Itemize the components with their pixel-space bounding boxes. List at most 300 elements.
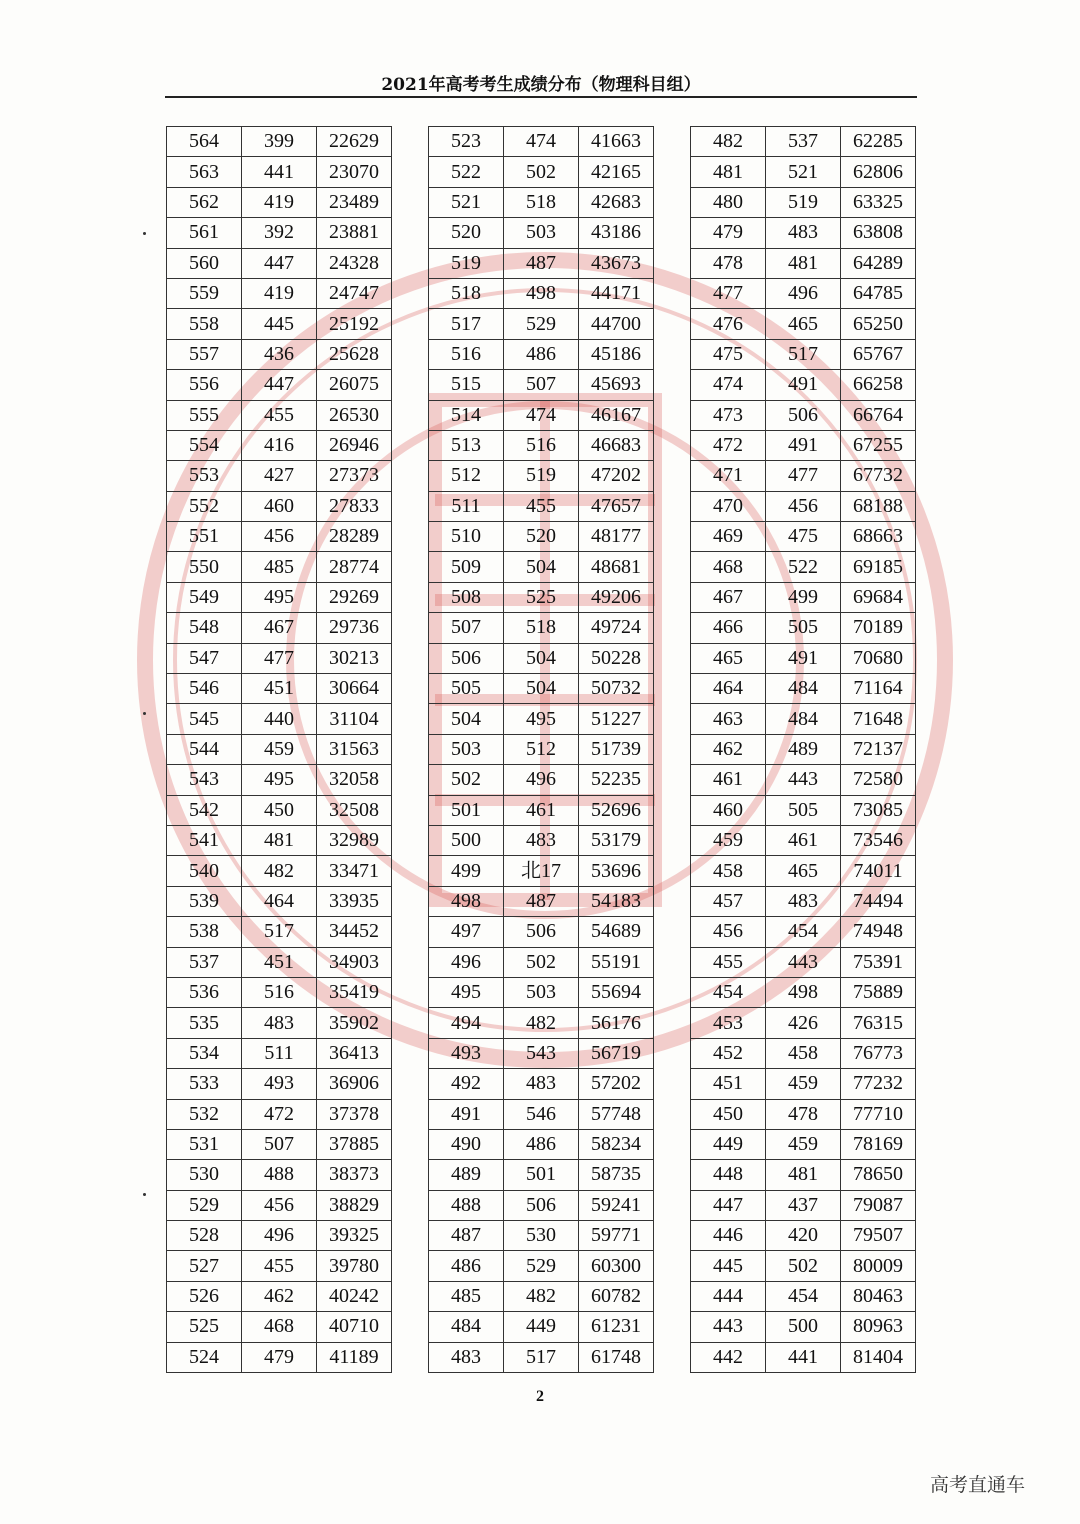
count-cell: 482 <box>242 856 317 886</box>
score-table-1 <box>166 126 392 1373</box>
score-cell: 491 <box>429 1099 504 1129</box>
cumulative-cell: 51227 <box>579 704 654 734</box>
score-cell: 446 <box>691 1221 766 1251</box>
count-cell: 493 <box>242 1069 317 1099</box>
table-row <box>429 947 654 977</box>
page-number: 2 <box>536 1388 544 1405</box>
table-row <box>429 248 654 278</box>
count-cell: 441 <box>766 1342 841 1372</box>
count-cell: 506 <box>766 400 841 430</box>
count-cell: 454 <box>766 917 841 947</box>
cumulative-cell: 70680 <box>841 643 916 673</box>
table-row <box>691 1069 916 1099</box>
score-cell: 447 <box>691 1190 766 1220</box>
count-cell: 543 <box>504 1038 579 1068</box>
table-row <box>429 1251 654 1281</box>
cumulative-cell: 68188 <box>841 491 916 521</box>
table-row <box>429 795 654 825</box>
score-cell: 500 <box>429 825 504 855</box>
score-cell: 497 <box>429 917 504 947</box>
table-row <box>429 1342 654 1372</box>
score-cell: 458 <box>691 856 766 886</box>
cumulative-cell: 28774 <box>317 552 392 582</box>
table-row <box>691 734 916 764</box>
table-row <box>429 339 654 369</box>
count-cell: 486 <box>504 339 579 369</box>
count-cell: 502 <box>766 1251 841 1281</box>
cumulative-cell: 34452 <box>317 917 392 947</box>
table-row <box>167 1312 392 1342</box>
table-row <box>429 309 654 339</box>
cumulative-cell: 32989 <box>317 825 392 855</box>
score-cell: 514 <box>429 400 504 430</box>
table-row <box>429 1312 654 1342</box>
table-row <box>167 825 392 855</box>
score-cell: 459 <box>691 825 766 855</box>
table-row <box>429 461 654 491</box>
count-cell: 483 <box>242 1008 317 1038</box>
cumulative-cell: 76773 <box>841 1038 916 1068</box>
score-cell: 509 <box>429 552 504 582</box>
score-cell: 533 <box>167 1069 242 1099</box>
count-cell: 491 <box>766 430 841 460</box>
score-cell: 450 <box>691 1099 766 1129</box>
count-cell: 474 <box>504 127 579 157</box>
score-cell: 478 <box>691 248 766 278</box>
score-cell: 522 <box>429 157 504 187</box>
count-cell: 468 <box>242 1312 317 1342</box>
cumulative-cell: 38373 <box>317 1160 392 1190</box>
score-cell: 507 <box>429 613 504 643</box>
table-row <box>167 765 392 795</box>
table-row <box>167 613 392 643</box>
count-cell: 504 <box>504 674 579 704</box>
count-cell: 479 <box>242 1342 317 1372</box>
score-table-3 <box>690 126 916 1373</box>
score-cell: 536 <box>167 977 242 1007</box>
score-cell: 505 <box>429 674 504 704</box>
score-cell: 559 <box>167 278 242 308</box>
table-row <box>691 1160 916 1190</box>
count-cell: 501 <box>504 1160 579 1190</box>
table-row <box>167 461 392 491</box>
cumulative-cell: 48177 <box>579 522 654 552</box>
table-row <box>167 917 392 947</box>
table-row <box>167 430 392 460</box>
table-row <box>429 856 654 886</box>
table-row <box>691 522 916 552</box>
count-cell: 419 <box>242 187 317 217</box>
cumulative-cell: 81404 <box>841 1342 916 1372</box>
header-divider <box>165 96 917 98</box>
score-cell: 452 <box>691 1038 766 1068</box>
cumulative-cell: 69185 <box>841 552 916 582</box>
count-cell: 504 <box>504 552 579 582</box>
table-row <box>167 370 392 400</box>
count-cell: 517 <box>766 339 841 369</box>
count-cell: 458 <box>766 1038 841 1068</box>
cumulative-cell: 23881 <box>317 218 392 248</box>
table-row <box>429 400 654 430</box>
score-cell: 544 <box>167 734 242 764</box>
count-cell: 477 <box>766 461 841 491</box>
table-row <box>691 795 916 825</box>
count-cell: 483 <box>504 825 579 855</box>
cumulative-cell: 71164 <box>841 674 916 704</box>
table-row <box>167 1190 392 1220</box>
count-cell: 495 <box>504 704 579 734</box>
cumulative-cell: 41189 <box>317 1342 392 1372</box>
table-row <box>429 704 654 734</box>
count-cell: 481 <box>766 248 841 278</box>
cumulative-cell: 53179 <box>579 825 654 855</box>
count-cell: 507 <box>242 1129 317 1159</box>
score-cell: 503 <box>429 734 504 764</box>
table-row <box>429 765 654 795</box>
score-cell: 481 <box>691 157 766 187</box>
cumulative-cell: 58234 <box>579 1129 654 1159</box>
table-row <box>167 491 392 521</box>
count-cell: 459 <box>766 1069 841 1099</box>
count-cell: 420 <box>766 1221 841 1251</box>
cumulative-cell: 80463 <box>841 1281 916 1311</box>
table-row <box>691 1312 916 1342</box>
count-cell: 521 <box>766 157 841 187</box>
table-row <box>429 1038 654 1068</box>
cumulative-cell: 80009 <box>841 1251 916 1281</box>
table-row <box>429 1160 654 1190</box>
score-cell: 453 <box>691 1008 766 1038</box>
count-cell: 495 <box>242 765 317 795</box>
count-cell: 483 <box>766 886 841 916</box>
table-row <box>691 765 916 795</box>
score-cell: 528 <box>167 1221 242 1251</box>
table-row <box>167 400 392 430</box>
count-cell: 455 <box>242 400 317 430</box>
score-cell: 501 <box>429 795 504 825</box>
score-cell: 524 <box>167 1342 242 1372</box>
cumulative-cell: 45693 <box>579 370 654 400</box>
cumulative-cell: 51739 <box>579 734 654 764</box>
cumulative-cell: 50228 <box>579 643 654 673</box>
score-cell: 457 <box>691 886 766 916</box>
score-cell: 489 <box>429 1160 504 1190</box>
score-cell: 476 <box>691 309 766 339</box>
cumulative-cell: 50732 <box>579 674 654 704</box>
table-row <box>691 248 916 278</box>
count-cell: 502 <box>504 157 579 187</box>
score-cell: 495 <box>429 977 504 1007</box>
table-row <box>691 370 916 400</box>
score-cell: 512 <box>429 461 504 491</box>
score-cell: 455 <box>691 947 766 977</box>
cumulative-cell: 60300 <box>579 1251 654 1281</box>
count-cell: 520 <box>504 522 579 552</box>
cumulative-cell: 39780 <box>317 1251 392 1281</box>
cumulative-cell: 63325 <box>841 187 916 217</box>
count-cell: 465 <box>766 856 841 886</box>
table-row <box>429 825 654 855</box>
count-cell: 519 <box>766 187 841 217</box>
cumulative-cell: 71648 <box>841 704 916 734</box>
cumulative-cell: 37378 <box>317 1099 392 1129</box>
score-cell: 484 <box>429 1312 504 1342</box>
score-cell: 554 <box>167 430 242 460</box>
score-cell: 511 <box>429 491 504 521</box>
count-cell: 518 <box>504 613 579 643</box>
cumulative-cell: 59771 <box>579 1221 654 1251</box>
table-row <box>691 704 916 734</box>
score-cell: 467 <box>691 582 766 612</box>
table-row <box>167 1281 392 1311</box>
table-row <box>691 1008 916 1038</box>
score-cell: 530 <box>167 1160 242 1190</box>
table-row <box>167 218 392 248</box>
score-cell: 543 <box>167 765 242 795</box>
cumulative-cell: 78169 <box>841 1129 916 1159</box>
score-cell: 519 <box>429 248 504 278</box>
count-cell: 399 <box>242 127 317 157</box>
count-cell: 522 <box>766 552 841 582</box>
score-cell: 520 <box>429 218 504 248</box>
count-cell: 477 <box>242 643 317 673</box>
cumulative-cell: 39325 <box>317 1221 392 1251</box>
table-row <box>429 127 654 157</box>
count-cell: 491 <box>766 370 841 400</box>
table-row <box>167 127 392 157</box>
score-cell: 456 <box>691 917 766 947</box>
cumulative-cell: 53696 <box>579 856 654 886</box>
score-cell: 510 <box>429 522 504 552</box>
table-row <box>167 278 392 308</box>
count-cell: 392 <box>242 218 317 248</box>
count-cell: 502 <box>504 947 579 977</box>
cumulative-cell: 24747 <box>317 278 392 308</box>
score-cell: 540 <box>167 856 242 886</box>
cumulative-cell: 49724 <box>579 613 654 643</box>
table-row <box>167 248 392 278</box>
score-cell: 490 <box>429 1129 504 1159</box>
cumulative-cell: 25192 <box>317 309 392 339</box>
table-row <box>167 1160 392 1190</box>
count-cell: 499 <box>766 582 841 612</box>
table-row <box>167 522 392 552</box>
count-cell: 517 <box>504 1342 579 1372</box>
table-row <box>691 1190 916 1220</box>
cumulative-cell: 42165 <box>579 157 654 187</box>
cumulative-cell: 75391 <box>841 947 916 977</box>
count-cell: 443 <box>766 765 841 795</box>
cumulative-cell: 66258 <box>841 370 916 400</box>
score-cell: 493 <box>429 1038 504 1068</box>
cumulative-cell: 64785 <box>841 278 916 308</box>
table-row <box>429 278 654 308</box>
cumulative-cell: 73085 <box>841 795 916 825</box>
count-cell: 447 <box>242 248 317 278</box>
score-cell: 534 <box>167 1038 242 1068</box>
table-row <box>691 886 916 916</box>
score-cell: 445 <box>691 1251 766 1281</box>
table-row <box>167 582 392 612</box>
score-cell: 546 <box>167 674 242 704</box>
table-row <box>429 1099 654 1129</box>
table-row <box>429 1129 654 1159</box>
table-row <box>429 1281 654 1311</box>
cumulative-cell: 33935 <box>317 886 392 916</box>
count-cell: 450 <box>242 795 317 825</box>
cumulative-cell: 54183 <box>579 886 654 916</box>
cumulative-cell: 67732 <box>841 461 916 491</box>
count-cell: 464 <box>242 886 317 916</box>
cumulative-cell: 59241 <box>579 1190 654 1220</box>
count-cell: 北17 <box>504 856 579 886</box>
cumulative-cell: 79087 <box>841 1190 916 1220</box>
score-cell: 537 <box>167 947 242 977</box>
count-cell: 498 <box>504 278 579 308</box>
table-row <box>429 674 654 704</box>
score-cell: 532 <box>167 1099 242 1129</box>
score-cell: 525 <box>167 1312 242 1342</box>
count-cell: 461 <box>766 825 841 855</box>
score-cell: 486 <box>429 1251 504 1281</box>
count-cell: 485 <box>242 552 317 582</box>
cumulative-cell: 35902 <box>317 1008 392 1038</box>
count-cell: 462 <box>242 1281 317 1311</box>
cumulative-cell: 55191 <box>579 947 654 977</box>
score-cell: 469 <box>691 522 766 552</box>
score-cell: 442 <box>691 1342 766 1372</box>
cumulative-cell: 22629 <box>317 127 392 157</box>
count-cell: 483 <box>504 1069 579 1099</box>
count-cell: 460 <box>242 491 317 521</box>
cumulative-cell: 54689 <box>579 917 654 947</box>
table-row <box>429 430 654 460</box>
score-cell: 553 <box>167 461 242 491</box>
table-row <box>691 1038 916 1068</box>
cumulative-cell: 42683 <box>579 187 654 217</box>
count-cell: 507 <box>504 370 579 400</box>
cumulative-cell: 77710 <box>841 1099 916 1129</box>
count-cell: 437 <box>766 1190 841 1220</box>
score-cell: 448 <box>691 1160 766 1190</box>
table-row <box>691 1099 916 1129</box>
score-cell: 471 <box>691 461 766 491</box>
cumulative-cell: 73546 <box>841 825 916 855</box>
cumulative-cell: 47657 <box>579 491 654 521</box>
count-cell: 416 <box>242 430 317 460</box>
cumulative-cell: 75889 <box>841 977 916 1007</box>
page-header-title: 2021年高考考生成绩分布（物理科目组） <box>381 75 701 95</box>
cumulative-cell: 36906 <box>317 1069 392 1099</box>
table-row <box>691 309 916 339</box>
score-cell: 463 <box>691 704 766 734</box>
score-cell: 535 <box>167 1008 242 1038</box>
table-row <box>429 582 654 612</box>
count-cell: 496 <box>242 1221 317 1251</box>
table-row <box>691 856 916 886</box>
score-cell: 468 <box>691 552 766 582</box>
cumulative-cell: 61231 <box>579 1312 654 1342</box>
table-row <box>167 339 392 369</box>
cumulative-cell: 26075 <box>317 370 392 400</box>
table-row <box>167 856 392 886</box>
count-cell: 500 <box>766 1312 841 1342</box>
table-row <box>691 278 916 308</box>
score-cell: 482 <box>691 127 766 157</box>
count-cell: 455 <box>504 491 579 521</box>
cumulative-cell: 41663 <box>579 127 654 157</box>
count-cell: 454 <box>766 1281 841 1311</box>
cumulative-cell: 32508 <box>317 795 392 825</box>
table-row <box>691 157 916 187</box>
table-row <box>167 977 392 1007</box>
cumulative-cell: 60782 <box>579 1281 654 1311</box>
score-cell: 548 <box>167 613 242 643</box>
cumulative-cell: 76315 <box>841 1008 916 1038</box>
count-cell: 505 <box>766 795 841 825</box>
score-cell: 480 <box>691 187 766 217</box>
cumulative-cell: 52235 <box>579 765 654 795</box>
cumulative-cell: 33471 <box>317 856 392 886</box>
score-cell: 451 <box>691 1069 766 1099</box>
score-cell: 470 <box>691 491 766 521</box>
count-cell: 482 <box>504 1008 579 1038</box>
cumulative-cell: 62285 <box>841 127 916 157</box>
count-cell: 451 <box>242 947 317 977</box>
count-cell: 445 <box>242 309 317 339</box>
table-row <box>167 157 392 187</box>
cumulative-cell: 78650 <box>841 1160 916 1190</box>
count-cell: 511 <box>242 1038 317 1068</box>
cumulative-cell: 38829 <box>317 1190 392 1220</box>
count-cell: 482 <box>504 1281 579 1311</box>
table-row <box>167 1251 392 1281</box>
count-cell: 512 <box>504 734 579 764</box>
table-row <box>167 674 392 704</box>
count-cell: 518 <box>504 187 579 217</box>
count-cell: 495 <box>242 582 317 612</box>
score-cell: 499 <box>429 856 504 886</box>
score-cell: 527 <box>167 1251 242 1281</box>
score-cell: 552 <box>167 491 242 521</box>
table-row <box>429 157 654 187</box>
table-row <box>691 1251 916 1281</box>
cumulative-cell: 57748 <box>579 1099 654 1129</box>
count-cell: 496 <box>766 278 841 308</box>
count-cell: 481 <box>242 825 317 855</box>
score-cell: 487 <box>429 1221 504 1251</box>
score-cell: 483 <box>429 1342 504 1372</box>
score-cell: 515 <box>429 370 504 400</box>
count-cell: 419 <box>242 278 317 308</box>
table-row <box>167 1342 392 1372</box>
score-cell: 454 <box>691 977 766 1007</box>
table-row <box>691 1129 916 1159</box>
cumulative-cell: 44171 <box>579 278 654 308</box>
count-cell: 467 <box>242 613 317 643</box>
score-cell: 464 <box>691 674 766 704</box>
count-cell: 451 <box>242 674 317 704</box>
score-cell: 474 <box>691 370 766 400</box>
cumulative-cell: 69684 <box>841 582 916 612</box>
score-cell: 563 <box>167 157 242 187</box>
table-row <box>429 370 654 400</box>
table-row <box>429 187 654 217</box>
table-row <box>691 582 916 612</box>
cumulative-cell: 31104 <box>317 704 392 734</box>
table-row <box>429 917 654 947</box>
count-cell: 530 <box>504 1221 579 1251</box>
